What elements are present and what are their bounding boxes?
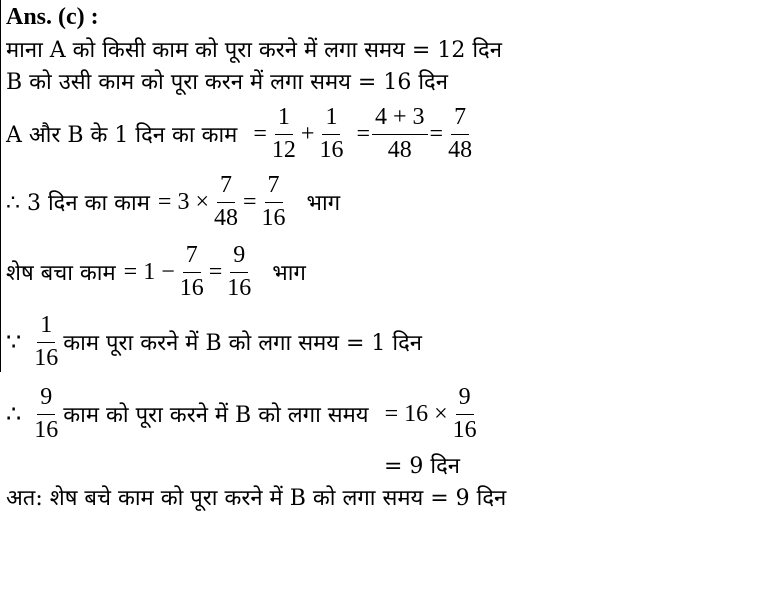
multiply-expression: = 3 × <box>157 188 209 215</box>
b-nine-sixteenth-work-text: काम को पूरा करने में B को लगा समय <box>63 403 369 429</box>
left-margin-rule <box>0 0 1 372</box>
equals-sign: = <box>253 120 267 147</box>
multiply-expression: = 16 × <box>384 400 448 427</box>
denominator: 16 <box>227 274 252 301</box>
fraction-9-16 <box>450 384 480 444</box>
fraction-9-16 <box>31 384 61 444</box>
plus-sign: + <box>300 120 315 147</box>
numerator: 4 + 3 <box>372 104 428 135</box>
fraction-9-16 <box>224 242 254 302</box>
denominator: 48 <box>213 204 238 231</box>
fraction-1-12 <box>269 104 299 164</box>
fraction-1-16 <box>31 312 61 372</box>
denominator: 16 <box>261 204 286 231</box>
numerator: 7 <box>451 104 469 135</box>
fraction-7-16 <box>177 242 207 302</box>
numerator: 1 <box>275 104 293 135</box>
numerator: 7 <box>217 172 235 203</box>
numerator: 9 <box>230 242 248 273</box>
part-suffix: भाग <box>306 191 341 217</box>
equals-sign: = <box>429 120 444 147</box>
denominator: 16 <box>34 344 59 371</box>
equals-sign: = <box>242 188 257 215</box>
subtract-expression: = 1 − <box>123 258 175 285</box>
equals-sign: = <box>208 258 223 285</box>
denominator: 16 <box>34 416 59 443</box>
fraction-1-16 <box>316 104 346 164</box>
three-day-work-label: ∴ 3 दिन का काम <box>6 191 150 217</box>
statement-b-time: B को उसी काम को पूरा करन में लगा समय = 16 दिन <box>6 70 448 95</box>
fraction-sum <box>372 104 428 164</box>
fraction-7-48 <box>445 104 475 164</box>
remaining-work-line <box>6 242 306 302</box>
result-nine-days: = 9 दिन <box>384 454 461 479</box>
equals-sign: = <box>356 120 370 147</box>
final-conclusion: अत: शेष बचे काम को पूरा करने में B को लगा समय = 9 दिन <box>6 486 507 511</box>
part-suffix: भाग <box>272 261 306 287</box>
one-day-work-label: A और B के 1 दिन का काम <box>6 123 238 149</box>
denominator: 16 <box>452 416 477 443</box>
denominator: 16 <box>179 274 204 301</box>
one-day-work-line <box>6 104 477 164</box>
b-nine-sixteenth-work-line <box>6 384 482 444</box>
fraction-7-48 <box>211 172 241 232</box>
numerator: 9 <box>456 384 474 415</box>
remaining-work-label: शेष बचा काम <box>6 261 116 287</box>
three-day-work-line <box>6 172 340 232</box>
denominator: 12 <box>271 136 296 163</box>
fraction-7-16 <box>259 172 289 232</box>
therefore-symbol: ∴ <box>6 401 22 428</box>
because-symbol: ∵ <box>6 329 22 356</box>
denominator: 16 <box>319 136 344 163</box>
numerator: 7 <box>183 242 201 273</box>
numerator: 9 <box>37 384 55 415</box>
answer-heading: Ans. (c) : <box>6 4 99 30</box>
b-sixteenth-work-line <box>6 312 422 372</box>
denominator: 48 <box>448 136 473 163</box>
denominator: 48 <box>387 136 412 163</box>
b-sixteenth-work-text: काम पूरा करने में B को लगा समय = 1 दिन <box>63 331 422 357</box>
numerator: 1 <box>322 104 340 135</box>
numerator: 7 <box>265 172 283 203</box>
numerator: 1 <box>37 312 55 343</box>
statement-a-time: माना A को किसी काम को पूरा करने में लगा समय = 12 दिन <box>6 38 502 63</box>
